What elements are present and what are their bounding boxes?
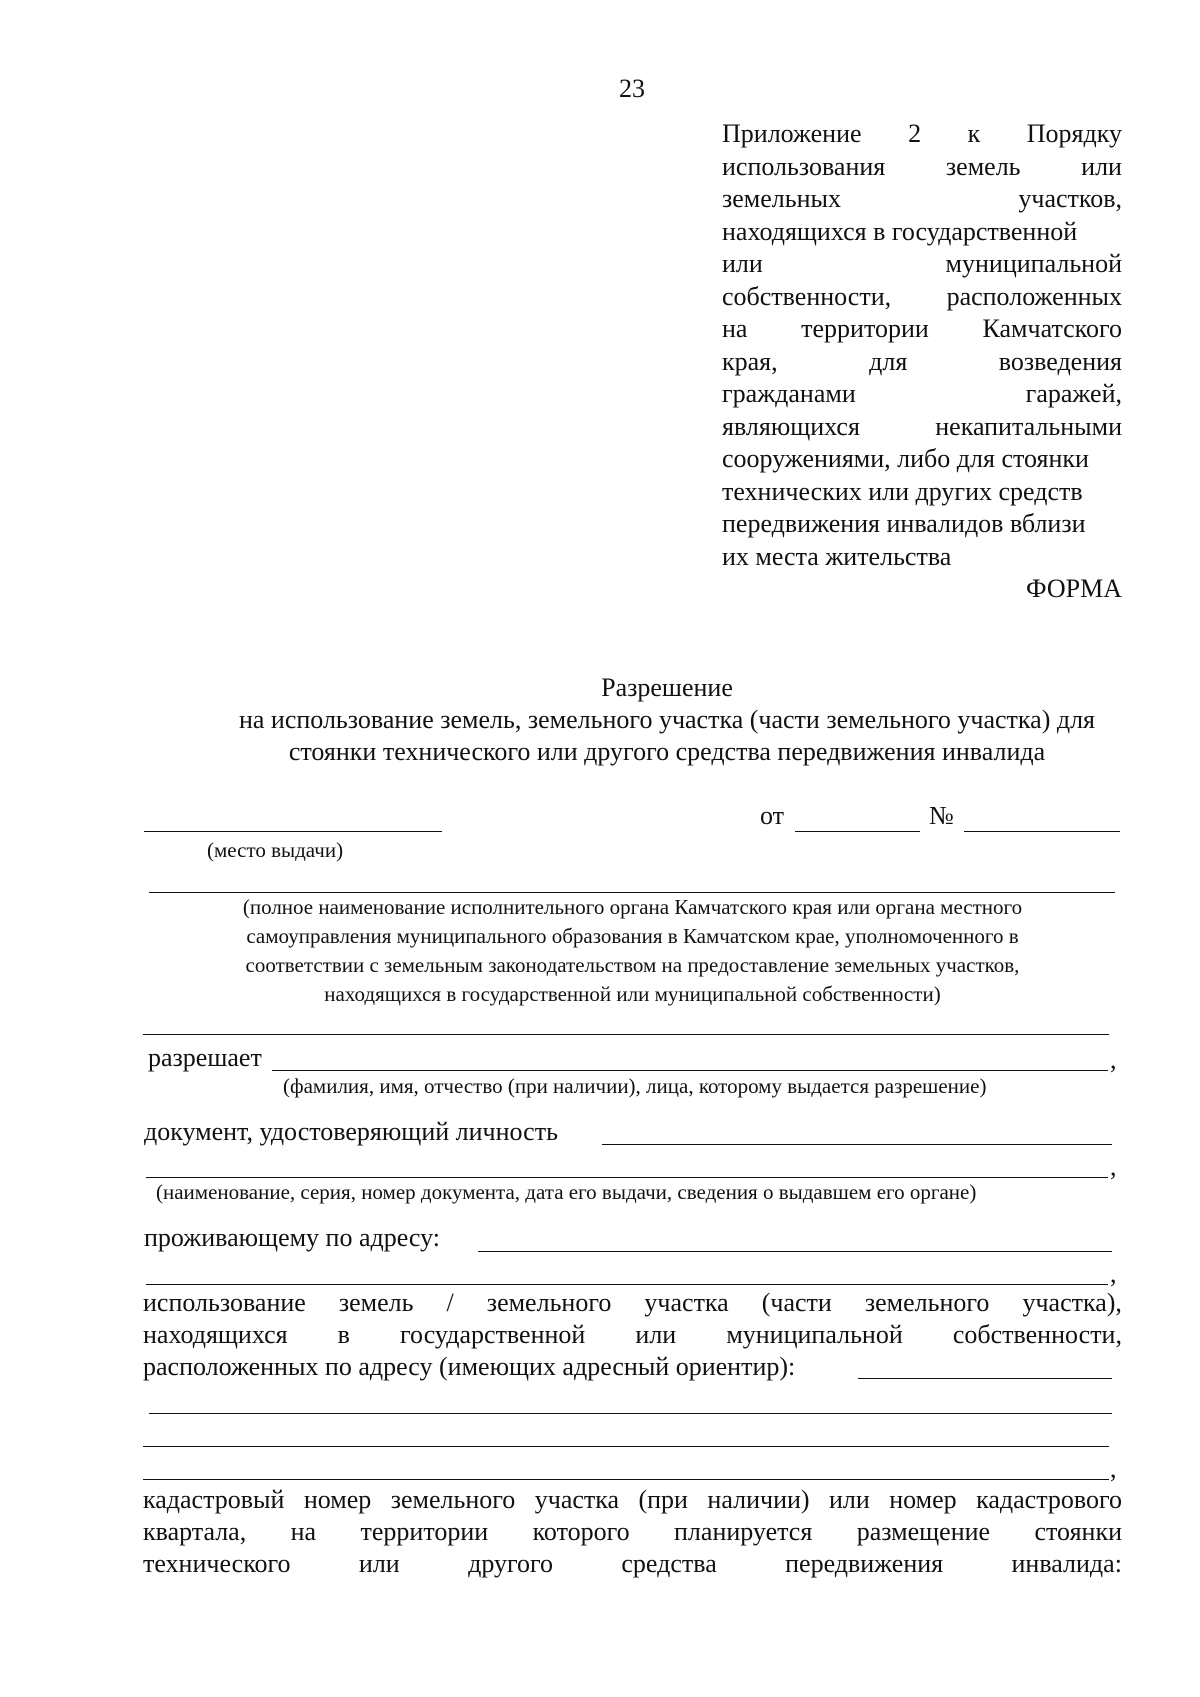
permits-label: разрешает xyxy=(148,1043,262,1072)
authority-caption-line-4: находящихся в государственной или муниципальной собственности) xyxy=(324,982,941,1006)
permits-comma: , xyxy=(1110,1045,1117,1074)
cadastral-paragraph xyxy=(143,1484,1122,1580)
appendix-block xyxy=(722,118,1122,606)
number-field[interactable] xyxy=(964,831,1120,832)
appendix-line: Приложение 2 к Порядку xyxy=(722,119,1122,148)
document-subtitle-line-2: стоянки технического или другого средства передвижения инвалида xyxy=(288,737,1046,766)
date-field[interactable] xyxy=(795,831,920,832)
appendix-line: находящихся в государственной xyxy=(722,216,1078,246)
identity-document-field[interactable] xyxy=(602,1144,1112,1145)
land-use-line-3: расположенных по адресу (имеющих адресный ориентир): xyxy=(143,1352,796,1381)
form-label: ФОРМА xyxy=(1026,574,1122,603)
appendix-line: их места жительства xyxy=(722,541,952,571)
authority-caption-line-1: (полное наименование исполнительного органа Камчатского края или органа местного xyxy=(242,895,1023,919)
appendix-line: сооружениями, либо для стоянки xyxy=(722,444,1089,473)
land-address-comma: , xyxy=(1110,1454,1117,1483)
number-label: № xyxy=(929,801,954,830)
authority-name-field[interactable] xyxy=(149,892,1115,893)
land-use-line-2: находящихся в государственной или муниципальной собственности, xyxy=(143,1320,1122,1349)
land-address-field-extra-2[interactable] xyxy=(143,1446,1109,1447)
cadastral-line-3: технического или другого средства передвижения инвалида: xyxy=(143,1549,1122,1578)
permit-holder-caption: (фамилия, имя, отчество (при наличии), лица, которому выдается разрешение) xyxy=(283,1074,987,1098)
place-of-issue-caption: (место выдачи) xyxy=(207,838,344,862)
appendix-line: на территории Камчатского xyxy=(722,314,1122,343)
document-title: Разрешение xyxy=(601,673,733,702)
identity-document-caption: (наименование, серия, номер документа, дата его выдачи, сведения о выдавшем его органе) xyxy=(156,1180,977,1204)
page-number: 23 xyxy=(619,74,645,103)
permit-holder-name-field[interactable] xyxy=(272,1070,1108,1071)
authority-caption-line-3: соответствии с земельным законодательством на предоставление земельных участков, xyxy=(245,953,1020,977)
appendix-line: гражданами гаражей, xyxy=(722,379,1122,408)
cadastral-line-1: кадастровый номер земельного участка (при наличии) или номер кадастрового xyxy=(143,1485,1122,1514)
cadastral-line-2: квартала, на территории которого планируется размещение стоянки xyxy=(143,1517,1122,1546)
appendix-line: или муниципальной xyxy=(722,249,1122,278)
address-comma: , xyxy=(1110,1259,1117,1288)
place-of-issue-field[interactable] xyxy=(144,831,442,832)
appendix-line: края, для возведения xyxy=(722,346,1122,376)
land-address-field-extra-1[interactable] xyxy=(149,1413,1112,1414)
appendix-line: являющихся некапитальными xyxy=(722,411,1122,441)
appendix-line: земельных участков, xyxy=(722,184,1122,213)
authority-name-field-extra[interactable] xyxy=(143,1034,1109,1035)
date-label: от xyxy=(760,801,785,830)
residence-address-field[interactable] xyxy=(478,1251,1112,1252)
land-use-paragraph xyxy=(143,1287,1122,1383)
identity-document-field-extra[interactable] xyxy=(146,1177,1108,1178)
appendix-line: технических или других средств xyxy=(722,476,1083,506)
appendix-line: использования земель или xyxy=(722,151,1122,181)
land-use-line-1: использование земель / земельного участка (части земельного участка), xyxy=(143,1288,1122,1317)
residence-address-field-extra[interactable] xyxy=(146,1284,1108,1285)
identity-comma: , xyxy=(1110,1152,1117,1181)
residence-address-label: проживающему по адресу: xyxy=(144,1223,441,1252)
appendix-line: передвижения инвалидов вблизи xyxy=(722,509,1086,538)
land-address-field[interactable] xyxy=(858,1378,1112,1379)
land-address-field-extra-3[interactable] xyxy=(143,1479,1109,1480)
identity-document-label: документ, удостоверяющий личность xyxy=(144,1117,558,1146)
document-subtitle-line-1: на использование земель, земельного участка (части земельного участка) для xyxy=(238,705,1096,734)
authority-caption-line-2: самоуправления муниципального образования в Камчатском крае, уполномоченного в xyxy=(246,924,1019,948)
appendix-line: собственности, расположенных xyxy=(722,281,1122,311)
